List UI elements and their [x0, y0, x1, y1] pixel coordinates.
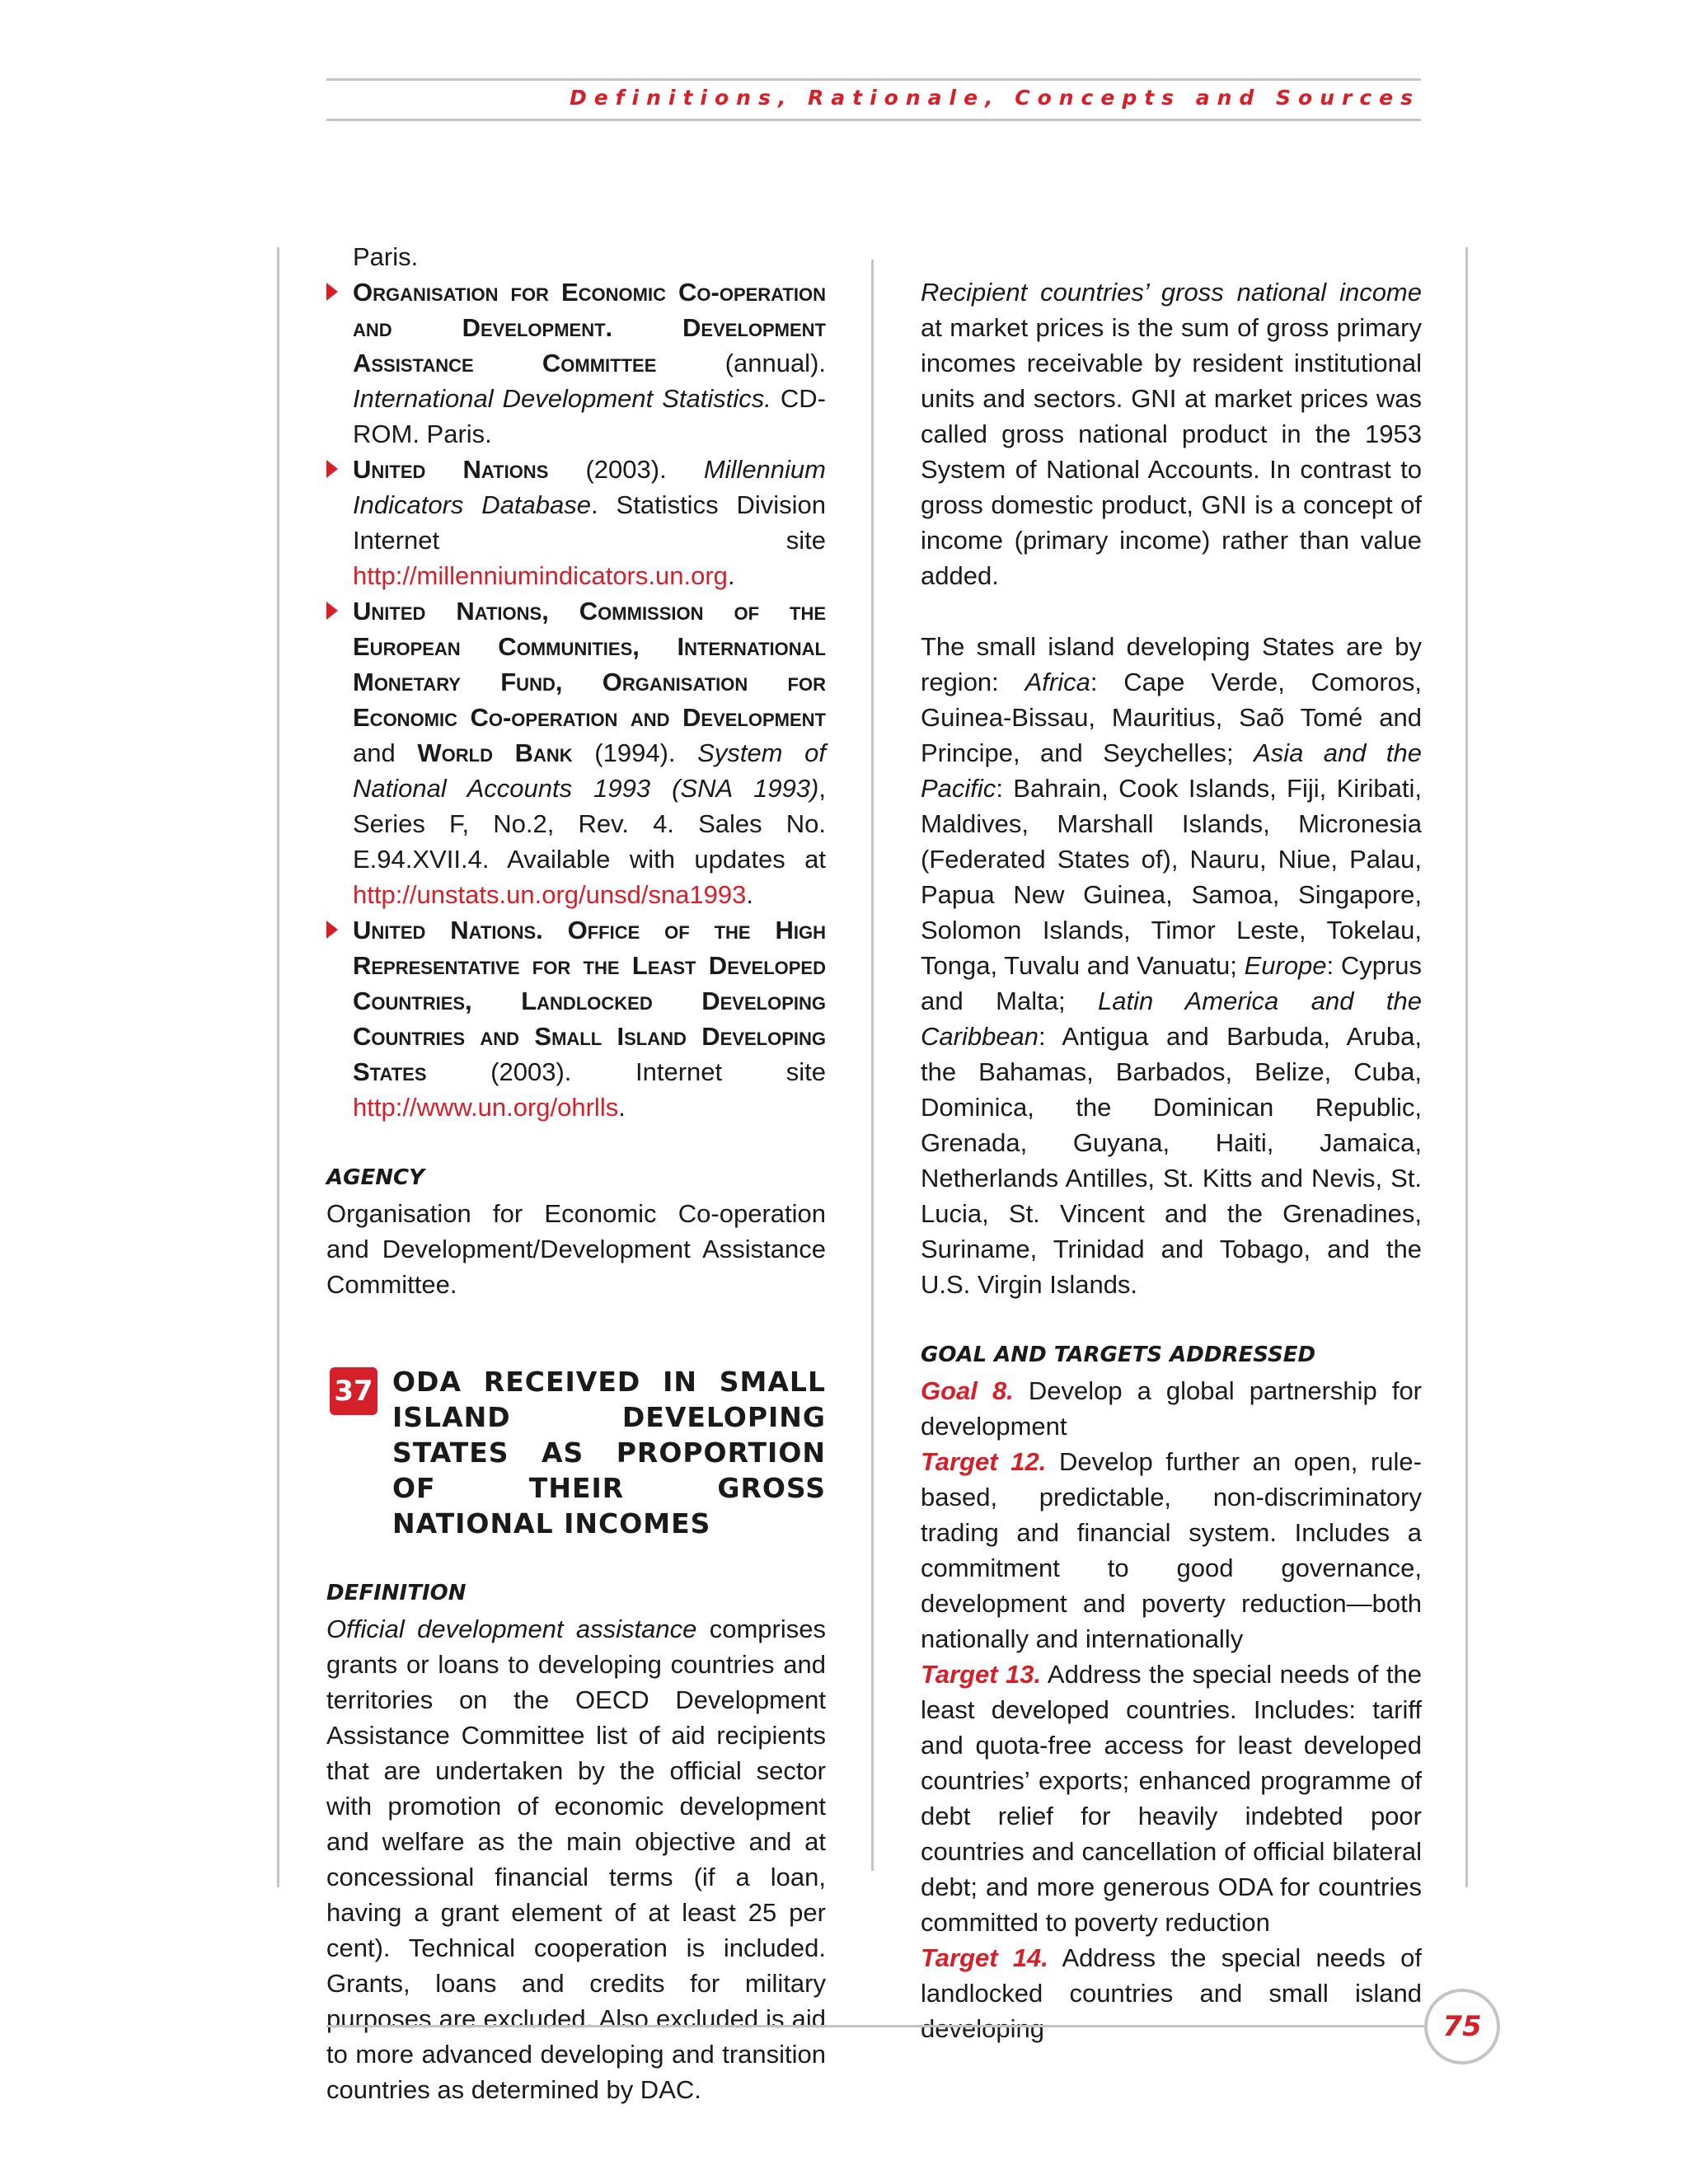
reference-end: .: [618, 1093, 626, 1122]
target-13-text: Address the special needs of the least developed countries. Includes: tariff and quota-free access for least developed countries’ exports; enhanced programme of debt relief for heavily indebted poor countries and cancellation of official bilateral debt; and more generous ODA for countries committed to poverty reduction: [921, 1660, 1422, 1937]
reference-and: and: [353, 738, 418, 767]
region-latin-america: Latin America and the Caribbean: [921, 987, 1422, 1051]
bullet-arrow-icon: [326, 921, 338, 939]
target-12-label: Target 12.: [921, 1447, 1047, 1476]
column-divider-rule: [871, 260, 874, 1871]
header-rule-bottom: [326, 119, 1421, 121]
reference-list: [326, 274, 826, 1125]
reference-year: (1994).: [572, 738, 698, 767]
target-14-text: Address the special needs of landlocked countries and small island developing: [921, 1943, 1422, 2043]
sids-intro: The small island developing States are by region:: [921, 632, 1422, 696]
reference-title: System of National Accounts 1993 (SNA 1993): [353, 738, 827, 803]
reference-details: (2003). Internet site: [426, 1057, 826, 1086]
footer-rule: [326, 2025, 1424, 2027]
bullet-arrow-icon: [326, 460, 338, 478]
sids-paragraph: [921, 629, 1422, 1302]
reference-link[interactable]: http://www.un.org/ohrlls: [353, 1093, 619, 1122]
spacer: [326, 1125, 826, 1160]
reference-title: International Development Statistics.: [353, 384, 771, 413]
africa-list: : Cape Verde, Comoros, Guinea-Bissau, Mauritius, Saõ Tomé and Principe, and Seychelles;: [921, 668, 1422, 767]
indicator-number-badge: 37: [330, 1367, 377, 1415]
reference-year: (2003).: [548, 455, 704, 484]
europe-list: : Cyprus and Malta;: [921, 951, 1423, 1015]
target-12: [921, 1444, 1422, 1657]
reference-link[interactable]: http://millenniumindicators.un.org: [353, 561, 728, 590]
region-africa: Africa: [1025, 668, 1090, 696]
reference-year: (annual).: [656, 349, 827, 377]
definition-paragraph: [326, 1611, 826, 2107]
region-asia-pacific: Asia and the Pacific: [921, 738, 1422, 803]
right-margin-rule: [1465, 247, 1468, 1887]
left-margin-rule: [277, 247, 279, 1887]
reference-author: United Nations. Office of the High Representative for the Least Developed Countries, Landlocked Developing Countries and Small Island Developing States: [353, 916, 826, 1086]
agency-text: Organisation for Economic Co-operation and Development/Development Assistance Committee.: [326, 1199, 826, 1299]
definition-heading: DEFINITION: [326, 1581, 467, 1605]
target-14: [921, 1940, 1422, 2046]
left-column: [326, 239, 826, 2107]
spacer: [921, 1302, 1422, 1338]
target-14-label: Target 14.: [921, 1943, 1048, 1972]
region-europe: Europe: [1244, 951, 1327, 980]
page-number: 75: [1442, 2010, 1482, 2043]
target-13: [921, 1657, 1422, 1940]
bullet-arrow-icon: [326, 602, 338, 620]
gni-term: Recipient countries’ gross national income: [921, 278, 1422, 307]
reference-author: United Nations: [353, 455, 549, 484]
reference-details: , Series F, No.2, Rev. 4. Sales No. E.94.XVII.4. Available with updates at: [353, 774, 826, 874]
goal-8-text: Develop a global partnership for development: [921, 1376, 1423, 1441]
goal-8-label: Goal 8.: [921, 1376, 1014, 1405]
gni-text: at market prices is the sum of gross primary incomes receivable by resident institutional units and sectors. GNI at market prices was called gross national product in the 1953 System of National Accounts. In contrast to gross domestic product, GNI is a concept of income (primary income) rather than value added.: [921, 313, 1422, 590]
definition-term: Official development assistance: [326, 1615, 697, 1643]
reference-author: United Nations, Commission of the European Communities, International Monetary Fund, Organisation for Economic Co-operation and Development: [353, 597, 826, 732]
target-13-label: Target 13.: [921, 1660, 1042, 1689]
indicator-title: ODA RECEIVED IN SMALL ISLAND DEVELOPING STATES AS PROPORTION OF THEIR GROSS NATIONAL INCOMES: [392, 1366, 826, 1540]
indicator-heading: [326, 1364, 826, 1541]
reference-title: Millennium Indicators Database: [353, 455, 826, 519]
goal-8: [921, 1373, 1422, 1444]
reference-end: .: [727, 561, 735, 590]
target-12-text: Develop further an open, rule-based, predictable, non-discriminatory trading and financial system. Includes a commitment to good governance, development and poverty reduction—both nationally and internationally: [921, 1447, 1422, 1653]
reference-item: [326, 593, 826, 912]
right-column: [921, 274, 1422, 2046]
running-title: Definitions, Rationale, Concepts and Sources: [569, 86, 1420, 110]
reference-end: .: [746, 880, 754, 909]
latam-list: : Antigua and Barbuda, Aruba, the Bahamas, Barbados, Belize, Cuba, Dominica, the Dominican Republic, Grenada, Guyana, Haiti, Jamaica, Netherlands Antilles, St. Kitts and Nevis, St. Lucia, St. Vincent and the Grenadines, Suriname, Trinidad and Tobago, and the U.S. Virgin Islands.: [921, 1022, 1422, 1299]
reference-author-2: World Bank: [417, 738, 573, 767]
reference-item: [326, 912, 826, 1125]
definition-text: comprises grants or loans to developing countries and territories on the OECD Development Assistance Committee list of aid recipients that are undertaken by the official sector with promotion of economic development and welfare as the main objective and at concessional financial terms (if a loan, having a grant element of at least 25 per cent). Technical cooperation is included. Grants, loans and credits for military purposes are excluded. Also excluded is aid to more advanced developing and transition countries as determined by DAC.: [326, 1615, 827, 2104]
reference-item: [326, 274, 826, 452]
reference-continuation: Paris.: [353, 242, 419, 271]
asia-list: : Bahrain, Cook Islands, Fiji, Kiribati, Maldives, Marshall Islands, Micronesia (Federated States of), Nauru, Niue, Palau, Papua New Guinea, Samoa, Singapore, Solomon Islands, Timor Leste, Tokelau, Tonga, Tuvalu and Vanuatu;: [921, 774, 1422, 980]
bullet-arrow-icon: [326, 283, 338, 301]
reference-link[interactable]: http://unstats.un.org/unsd/sna1993: [353, 880, 747, 909]
reference-author: Organisation for Economic Co-operation and Development. Development Assistance Committee: [353, 278, 826, 377]
header-rule-top: [326, 78, 1421, 81]
spacer: [921, 593, 1422, 629]
gni-paragraph: [921, 274, 1422, 593]
reference-details: CD-ROM. Paris.: [353, 384, 826, 448]
agency-heading: AGENCY: [326, 1165, 424, 1190]
reference-details: . Statistics Division Internet site: [353, 490, 826, 555]
reference-item: [326, 452, 826, 593]
goals-heading: GOAL AND TARGETS ADDRESSED: [921, 1343, 1316, 1367]
